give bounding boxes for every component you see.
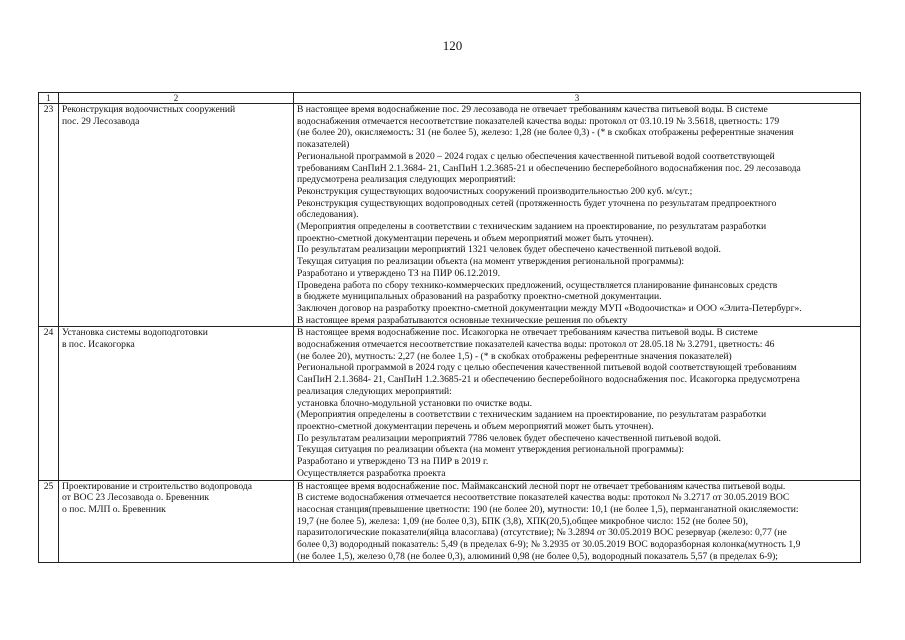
measure-description-cell [294,327,861,480]
measure-description-cell [294,480,861,563]
description-line: водоснабжения отмечается несоответствие показателей качества воды: протокол от 28.05.18 № 3.2791, цветность: 46 [297,339,775,351]
row-number: 23 [39,104,59,327]
description-line: Региональной программой в 2020 – 2024 годах с целью обеспечения качественной питьевой водой соответствующей [297,150,775,162]
description-line: реализация следующих мероприятий: [297,385,452,397]
description-line: проектно-сметной документации перечень и объем мероприятий может быть уточнен). [297,232,654,244]
description-line: СанПиН 2.1.3684- 21, СанПиН 1.2.3685-21 и обеспечению бесперебойного водоснабжения пос. Исакогорка предусмотрена [297,374,800,386]
measure-title-line: пос. 29 Лесозавода [62,115,140,127]
measure-title-line: Реконструкция водоочистных сооружений [62,104,236,115]
description-line: По результатам реализации мероприятий 7786 человек будет обеспечено качественной питьевой водой. [297,432,721,444]
description-line: более 0,3) водородный показатель: 5,49 (в пределах 6-9); № 3.2935 от 30.05.2019 ВОС водоразборная колонка(мутность 1,9 [297,539,801,551]
description-line: Осуществляется разработка проекта [297,467,446,479]
description-line: В настоящее время разрабатываются основные технические решения по объекту [297,314,628,326]
description-line: Разработано и утверждено ТЗ на ПИР в 2019 г. [297,456,489,468]
description-line: Проведена работа по сбору технико-коммерческих предложений, осуществляется планирование финансовых средств [297,279,778,291]
table-header-row [39,93,861,104]
description-line: В настоящее время водоснабжение пос. Исакогорка не отвечает требованиям качества питьевой воды. В системе [297,327,758,339]
page-number: 120 [442,38,463,53]
measure-title-cell [59,327,294,480]
description-line: (не более 20), окисляемость: 31 (не более 5), железо: 1,28 (не более 0,3) - (* в скобках отображены референтные значения [297,127,794,139]
table-body [39,93,861,563]
table-row [39,480,861,563]
description-line: в бюджете муниципальных образований на разработку проектно-сметной документации. [297,291,662,303]
measure-title-cell [59,104,294,327]
column-header: 2 [59,93,294,104]
description-line: В настоящее время водоснабжение пос. Маймаксанский лесной порт не отвечает требованиям качества питьевой воды. [297,480,786,492]
measure-title-cell [59,480,294,563]
description-line: Заключен договор на разработку проектно-сметной документации между МУП «Водоочистка» и ООО «Элита-Петербург». [297,302,802,314]
description-line: требованиям СанПиН 2.1.3684- 21, СанПиН 1.2.3685-21 и обеспечению бесперебойного водоснабжения пос. 29 лесозавода [297,162,801,174]
column-header: 3 [294,93,861,104]
description-line: Текущая ситуация по реализации объекта (на момент утверждения региональной программы): [297,444,685,456]
description-line: Текущая ситуация по реализации объекта (на момент утверждения региональной программы): [297,256,685,268]
table-row [39,104,861,327]
description-line: Реконструкция существующих водопроводных сетей (протяженность будет уточнена по результатам предпроектного [297,197,777,209]
measure-title-line: о пос. МЛП о. Бревенник [62,503,166,515]
column-header: 1 [39,93,59,104]
description-line: Разработано и утверждено ТЗ на ПИР 06.12.2019. [297,267,501,279]
description-line: установка блочно-модульной установки по очистке воды. [297,397,533,409]
description-line: 19,7 (не более 5), железа: 1,09 (не более 0,3), БПК (3,8), ХПК(20,5),общее микробное число: 152 (не более 50), [297,515,749,527]
description-line: (не более 1,5), железо 0,78 (не более 0,3), алюминий 0,98 (не более 0,5), водородный показатель 5,57 (в пределах 6-9); [297,550,778,562]
description-line: Региональной программой в 2024 году с целью обеспечения качественной питьевой водой соответствующей требованиям [297,362,797,374]
description-line: водоснабжения отмечается несоответствие показателей качества воды: протокол от 03.10.19 № 3.5618, цветность: 179 [297,115,780,127]
measure-title-line: Установка системы водоподготовки [62,327,208,339]
description-line: По результатам реализации мероприятий 1321 человек будет обеспечено качественной питьевой водой. [297,244,721,256]
row-number: 24 [39,327,59,480]
description-line: паразитологические показатели(яйца власоглава) (отсутствие); № 3.2894 от 30.05.2019 ВОС резервуар (железо: 0,77 (не [297,527,787,539]
table-row [39,327,861,480]
description-line: обследования). [297,209,359,221]
measure-title-line: Проектирование и строительство водопровода [62,480,253,492]
measure-title-line: в пос. Исакогорка [62,339,135,351]
description-line: (Мероприятия определены в соответствии с техническим заданием на проектирование, по результатам разработки [297,409,767,421]
row-number: 25 [39,480,59,563]
description-line: предусмотрена реализация следующих мероприятий: [297,174,516,186]
measure-title-line: от ВОС 23 Лесозавода о. Бревенник [62,492,210,504]
description-line: (не более 20), мутность: 2,27 (не более 1,5) - (* в скобках отображены референтные значения показателей) [297,350,732,362]
description-line: насосная станция(превышение цветности: 190 (не более 20), мутности: 10,1 (не более 1,5), перманганатной окисляемости: [297,503,799,515]
measures-table [38,92,861,563]
description-line: В настоящее время водоснабжение пос. 29 лесозавода не отвечает требованиям качества питьевой воды. В системе [297,104,768,115]
description-line: проектно-сметной документации перечень и объем мероприятий может быть уточнен). [297,420,654,432]
description-line: показателей) [297,139,350,151]
description-line: В системе водоснабжения отмечается несоответствие показателей качества воды: протокол № 3.2717 от 30.05.2019 ВОС [297,492,790,504]
measure-description-cell [294,104,861,327]
description-line: (Мероприятия определены в соответствии с техническим заданием на проектирование, по результатам разработки [297,221,767,233]
description-line: Реконструкция существующих водоочистных сооружений производительностью 200 куб. м/сут.; [297,185,693,197]
